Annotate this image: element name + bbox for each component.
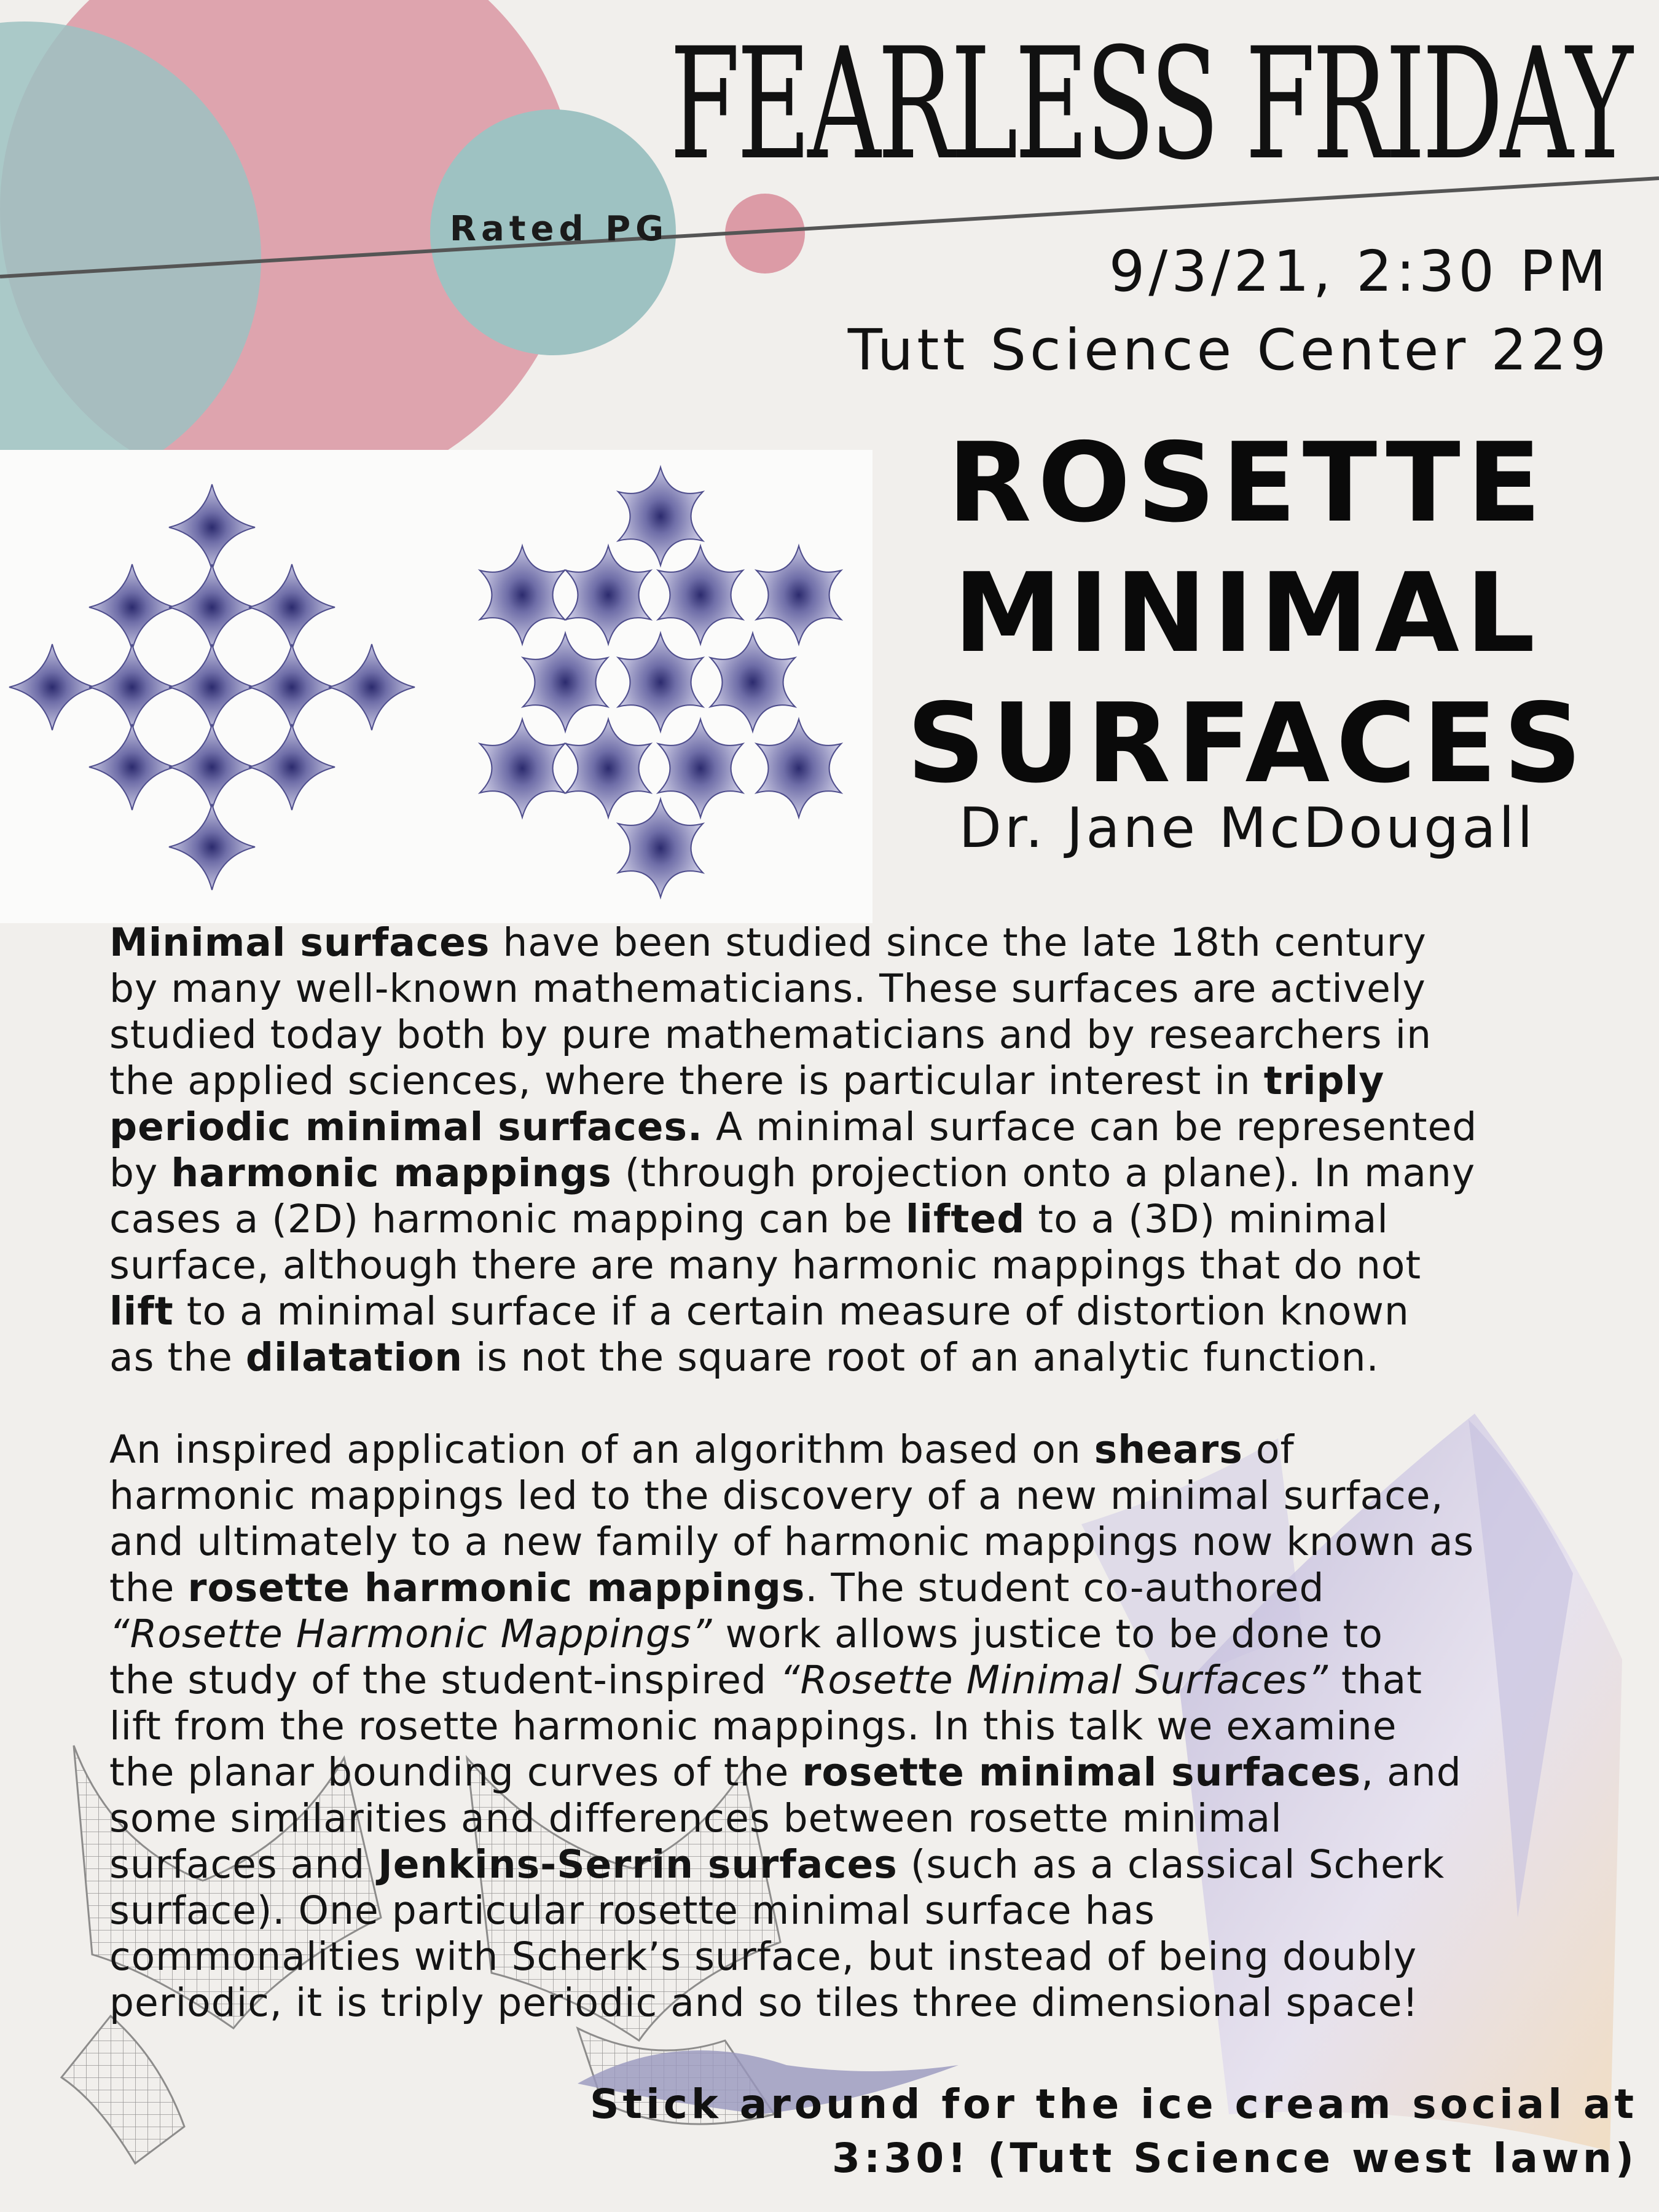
ice-cream-social-note <box>590 2077 1637 2186</box>
talk-title-line-3: SURFACES <box>906 680 1588 807</box>
abstract-paragraph-2: An inspired application of an algorithm based on shears of harmonic mappings led to the discovery of a new minimal surface, and ultimately to a new family of harmonic mappings now known as the rosette harmonic mappings. The student co-authored “Rosette Harmonic Mappings” work allows justice to be done to the study of the student-inspired “Rosette Minimal Surfaces” that lift from the rosette harmonic mappings. In this talk we examine the planar bounding curves of the rosette minimal surfaces, and some similarities and differences between rosette minimal surfaces and Jenkins-Serrin surfaces (such as a classical Scherk surface). One particular rosette minimal surface has commonalities with Scherk’s surface, but instead of being doubly periodic, it is triply periodic and so tiles three dimensional space! <box>109 1427 1475 2025</box>
talk-title <box>885 418 1610 809</box>
talk-title-line-1: ROSETTE <box>947 419 1548 546</box>
talk-title-line-2: MINIMAL <box>953 549 1542 677</box>
abstract <box>109 919 1596 2026</box>
abstract-paragraph-1: Minimal surfaces have been studied since the late 18th century by many well-known mathematicians. These surfaces are actively studied today both by pure mathematicians and by researchers in the applied sciences, where there is particular interest in triply periodic minimal surfaces. A minimal surface can be represented by harmonic mappings (through projection onto a plane). In many cases a (2D) harmonic mapping can be lifted to a (3D) minimal surface, although there are many harmonic mappings that do not lift to a minimal surface if a certain measure of distortion known as the dilatation is not the square root of an analytic function. <box>109 920 1478 1380</box>
series-title: FEARLESS FRIDAY <box>670 15 1630 194</box>
footer-line-2: 3:30! (Tutt Science west lawn) <box>832 2135 1637 2182</box>
event-datetime: 9/3/21, 2:30 PM <box>1108 238 1610 304</box>
event-venue: Tutt Science Center 229 <box>847 317 1610 383</box>
speaker-name: Dr. Jane McDougall <box>959 796 1536 860</box>
rating-label: Rated PG <box>449 209 669 249</box>
footer-line-1: Stick around for the ice cream social at <box>590 2080 1637 2128</box>
